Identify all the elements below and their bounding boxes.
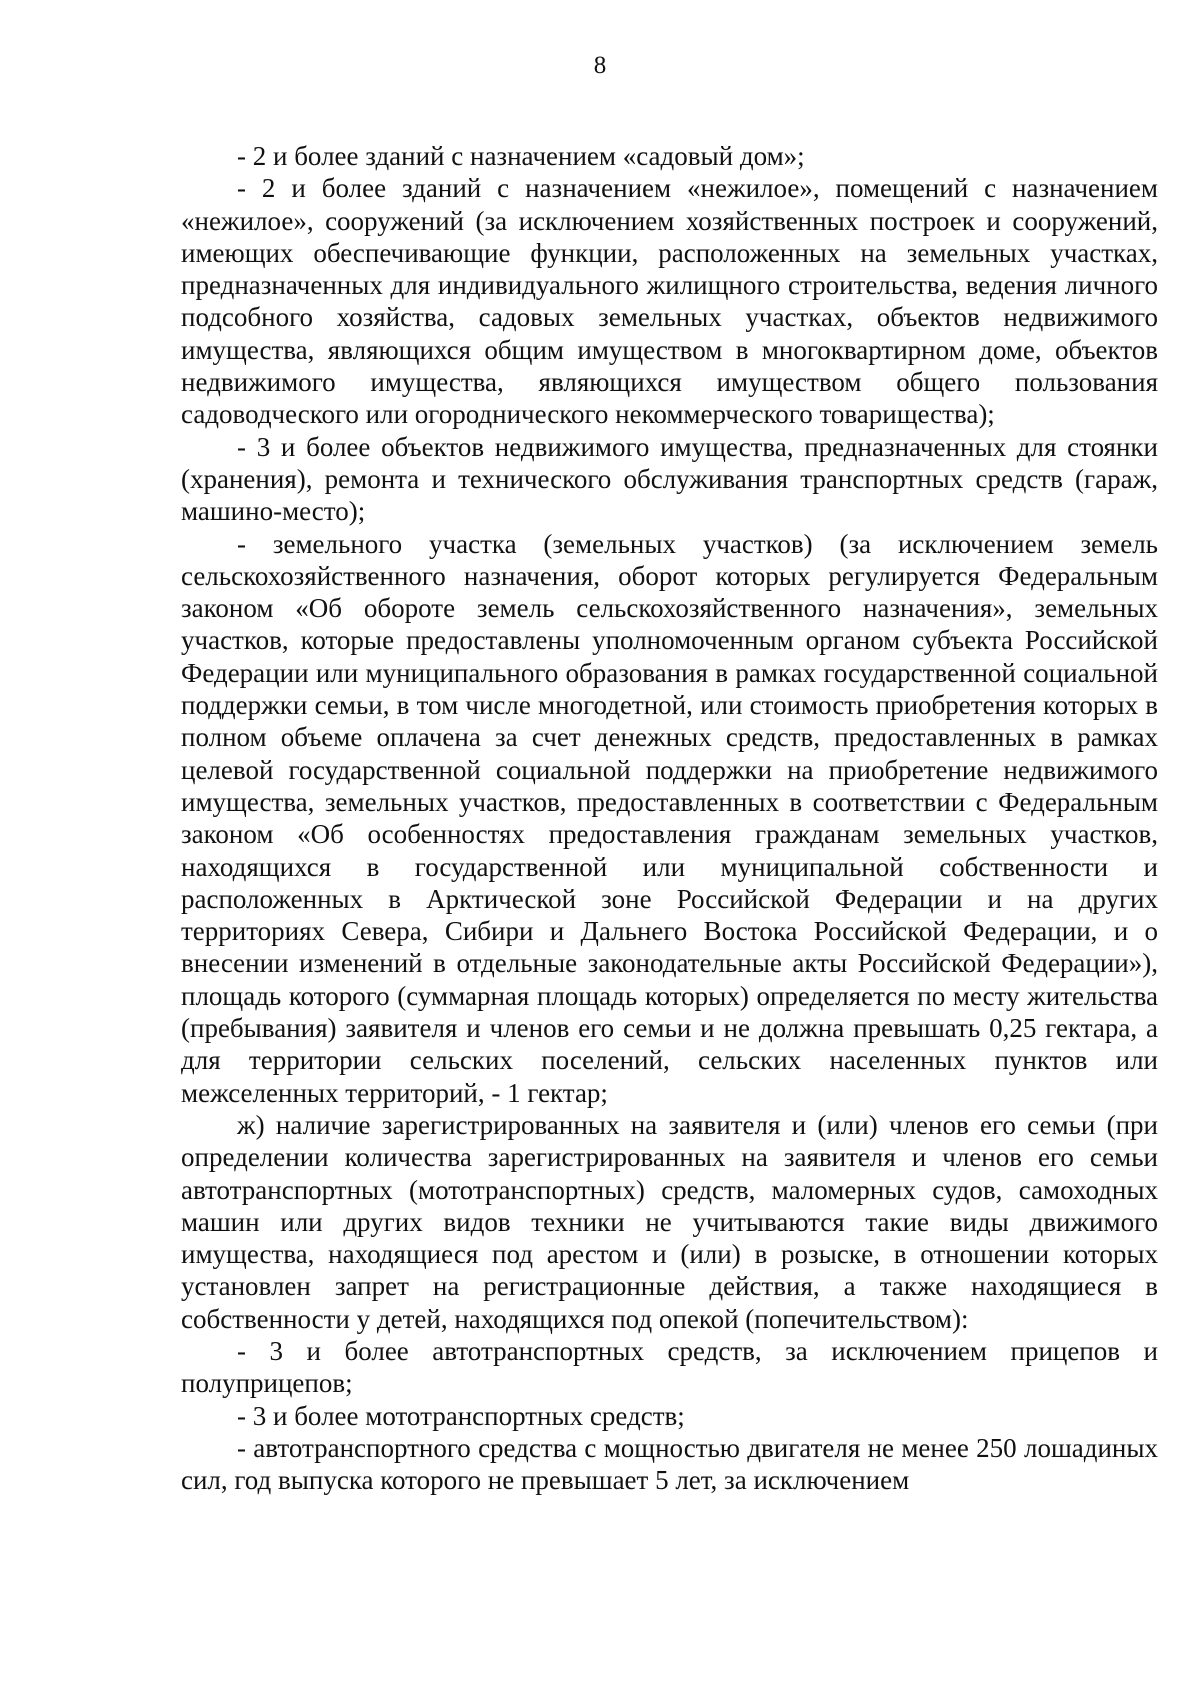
list-item-high-power-vehicle: - автотранспортного средства с мощностью двигателя не менее 250 лошадиных сил, год выпуска которого не превышает 5 лет, за исключением: [181, 1432, 1158, 1496]
page-number: 8: [593, 52, 607, 79]
list-item-land-plot: - земельного участка (земельных участков) (за исключением земель сельскохозяйственного назначения, оборот которых регулируется Федеральным законом «Об обороте земель сельскохозяйственного назначения», земельных участков, которые предоставлены уполномоченным органом субъекта Российской Федерации или муниципального образования в рамках государственной социальной поддержки семьи, в том числе многодетной, или стоимость приобретения которых в полном объеме оплачена за счет денежных средств, предоставленных в рамках целевой государственной социальной поддержки на приобретение недвижимого имущества, земельных участков, предоставленных в соответствии с Федеральным законом «Об особенностях предоставления гражданам земельных участков, находящихся в государственной или муниципальной собственности и расположенных в Арктической зоне Российской Федерации и на других территориях Севера, Сибири и Дальнего Востока Российской Федерации, и о внесении изменений в отдельные законодательные акты Российской Федерации»), площадь которого (суммарная площадь которых) определяется по месту жительства (пребывания) заявителя и членов его семьи и не должна превышать 0,25 гектара, а для территории сельских поселений, сельских населенных пунктов или межселенных территорий, - 1 гектар;: [181, 528, 1158, 1108]
list-item-nonresidential-buildings: - 2 и более зданий с назначением «нежилое», помещений с назначением «нежилое», сооружений (за исключением хозяйственных построек и сооружений, имеющих обеспечивающие функции, расположенных на земельных участках, предназначенных для индивидуального жилищного строительства, ведения личного подсобного хозяйства, садовых земельных участках, объектов недвижимого имущества, являющихся общим имуществом в многоквартирном доме, объектов недвижимого имущества, являющихся имуществом общего пользования садоводческого или огороднического некоммерческого товарищества);: [181, 173, 1158, 430]
list-item-garden-houses: - 2 и более зданий с назначением «садовый дом»;: [237, 141, 805, 171]
document-body: [181, 140, 1158, 1496]
paragraph-item-zh-vehicles: ж) наличие зарегистрированных на заявителя и (или) членов его семьи (при определении количества зарегистрированных на заявителя и членов его семьи автотранспортных (мототранспортных) средств, маломерных судов, самоходных машин или других видов техники не учитываются такие виды движимого имущества, находящиеся под арестом и (или) в розыске, в отношении которых установлен запрет на регистрационные действия, а также находящиеся в собственности у детей, находящихся под опекой (попечительством):: [181, 1109, 1158, 1334]
list-item-cars: - 3 и более автотранспортных средств, за исключением прицепов и полуприцепов;: [181, 1335, 1158, 1399]
list-item-vehicle-storage: - 3 и более объектов недвижимого имущества, предназначенных для стоянки (хранения), ремонта и технического обслуживания транспортных средств (гараж, машино-место);: [181, 431, 1158, 527]
list-item-motorcycles: - 3 и более мототранспортных средств;: [237, 1400, 685, 1431]
